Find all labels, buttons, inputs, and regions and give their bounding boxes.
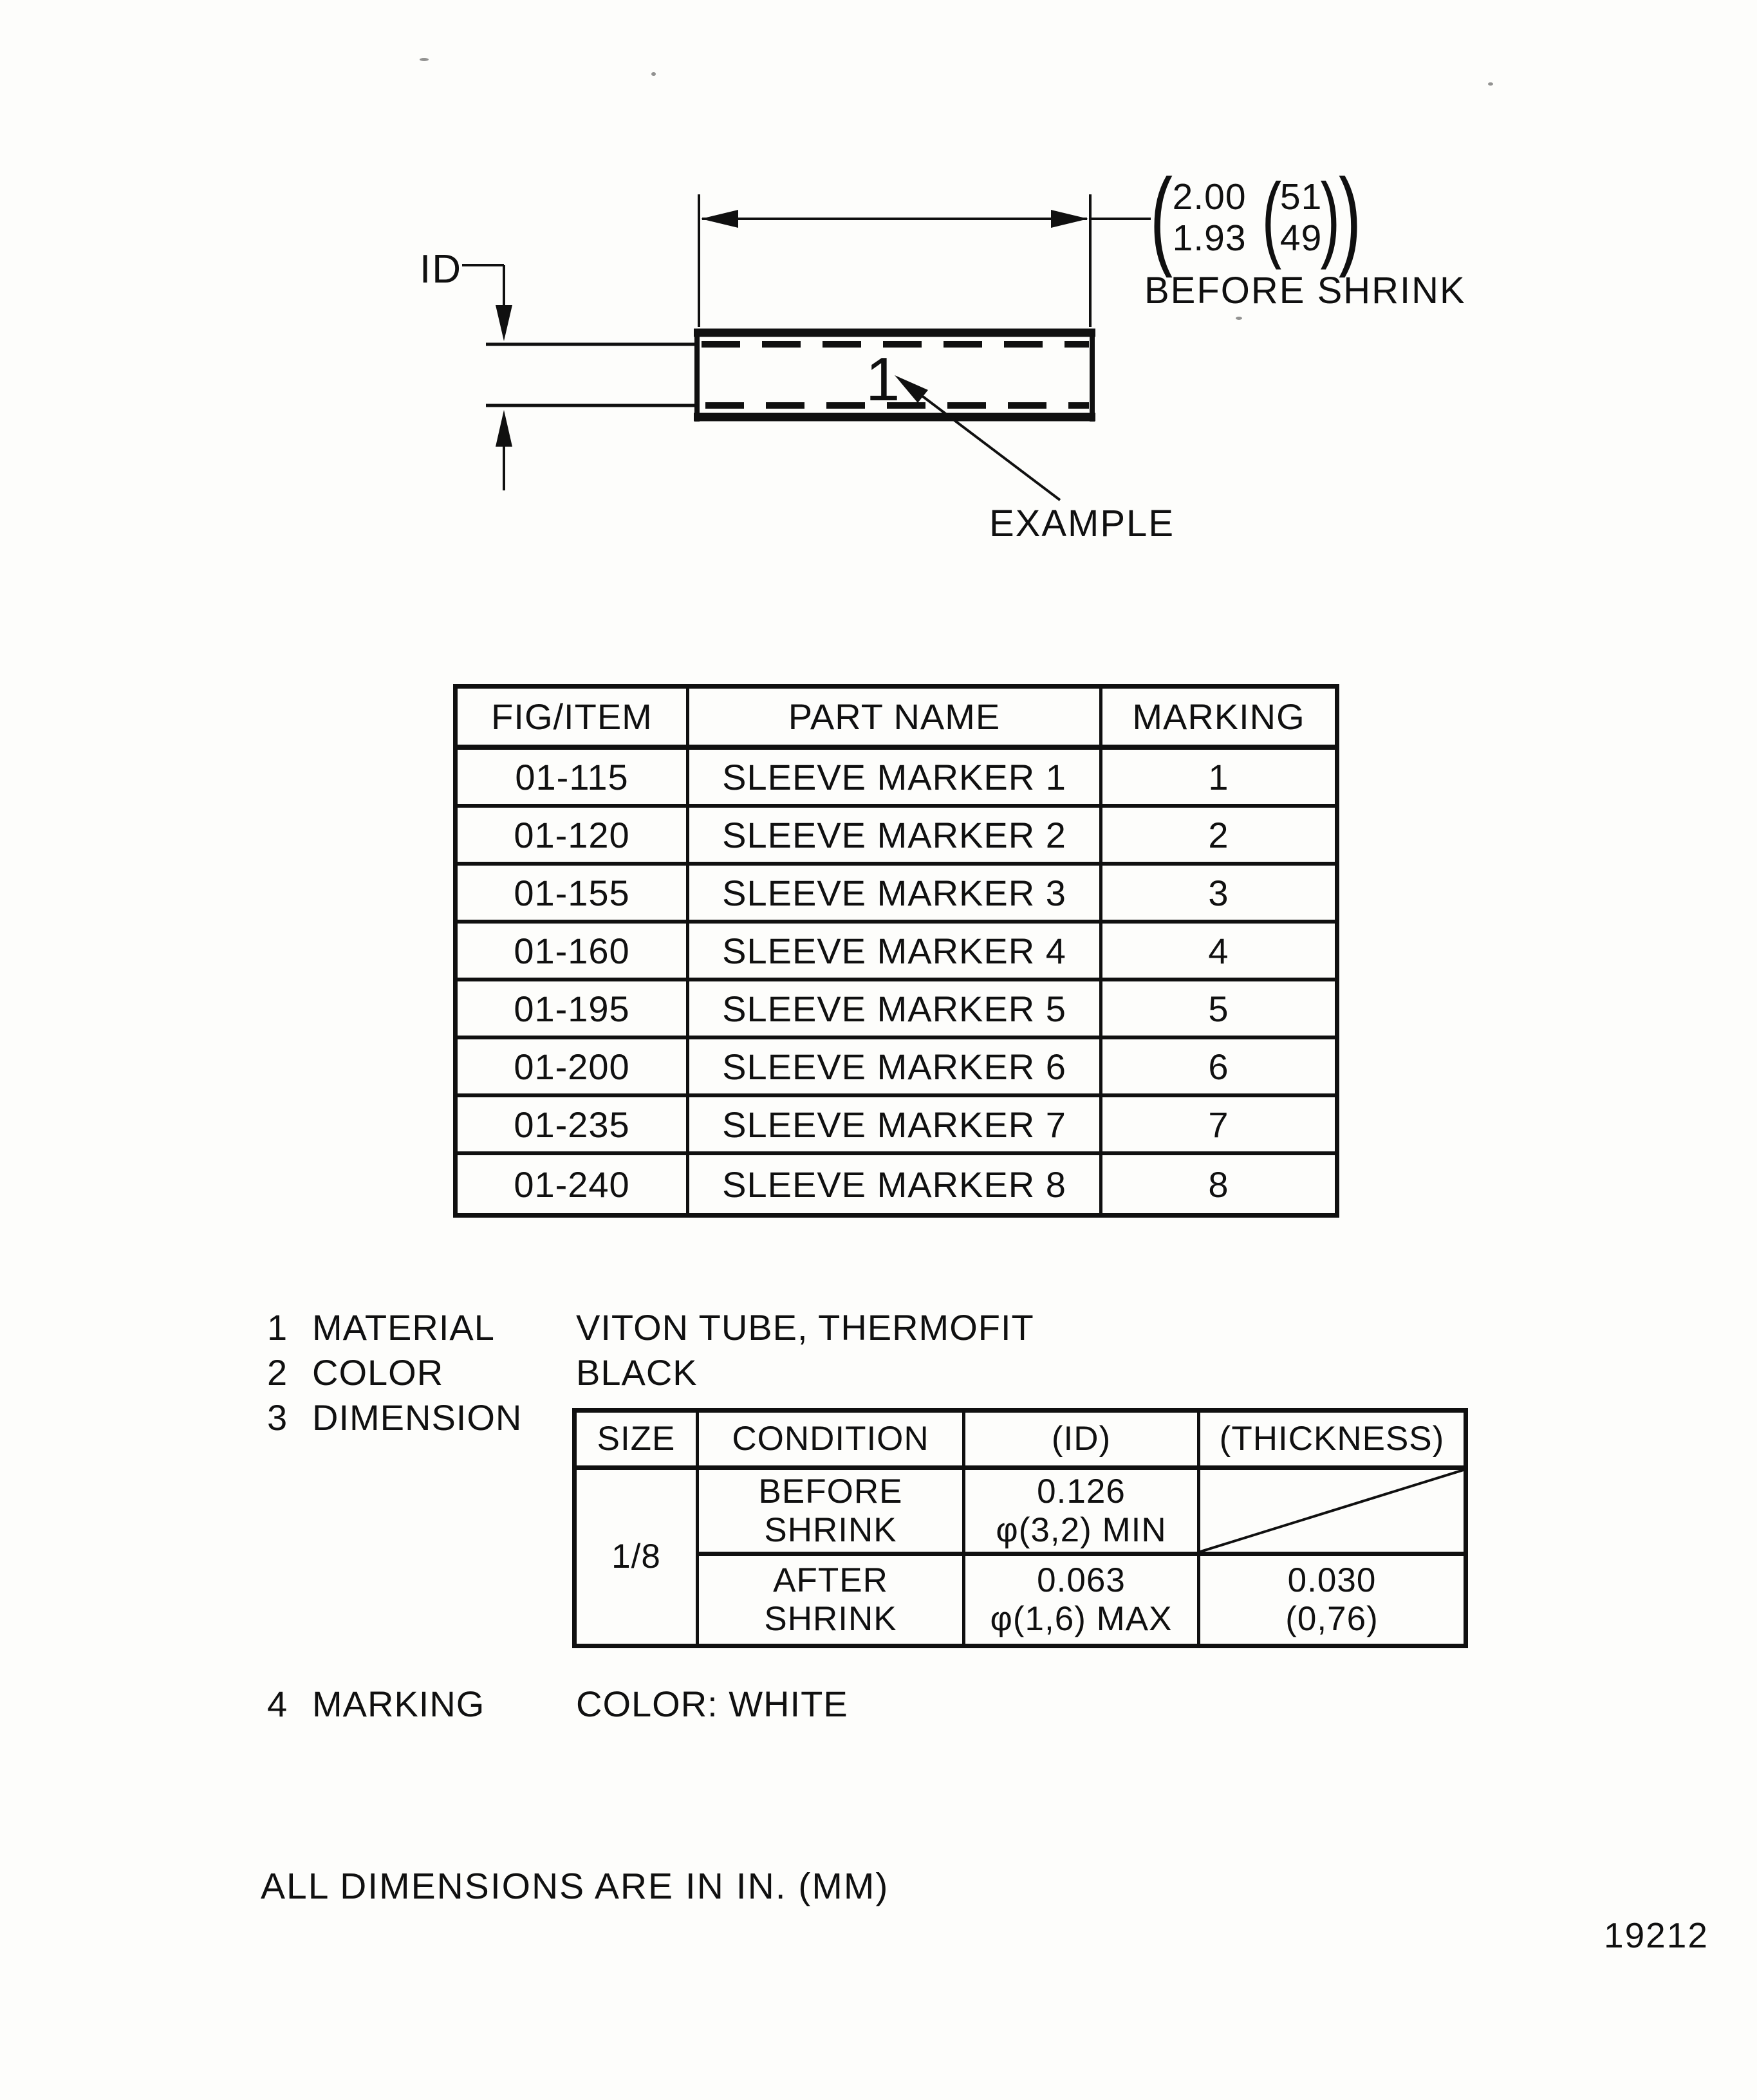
- parts-table-header-marking: MARKING: [1102, 689, 1335, 750]
- table-cell-marking: 3: [1102, 866, 1335, 924]
- parts-table: [453, 684, 1339, 1218]
- table-cell-fig-item: 01-200: [458, 1039, 689, 1097]
- note-label: MATERIAL: [312, 1307, 495, 1348]
- note-number: 3: [267, 1397, 288, 1438]
- note-value: VITON TUBE, THERMOFIT: [576, 1307, 1034, 1348]
- shrink-dimension-table: [572, 1408, 1468, 1648]
- figure-number: 19212: [1604, 1915, 1709, 1955]
- dim-table-after-condition: [696, 1556, 962, 1644]
- scan-speck: [420, 58, 429, 61]
- length-mm-max: 51: [1279, 176, 1323, 218]
- dimension-arrowhead-right: [1051, 210, 1088, 228]
- dim-table-after-thickness: [1197, 1556, 1464, 1644]
- dim-table-header-thickness: (THICKNESS): [1197, 1413, 1464, 1470]
- dim-table-header-condition: CONDITION: [696, 1413, 962, 1470]
- table-cell-part-name: SLEEVE MARKER 4: [689, 924, 1102, 981]
- sleeve-marking-example-digit: 1: [866, 345, 900, 414]
- id-label: ID: [420, 247, 462, 292]
- table-cell-part-name: SLEEVE MARKER 5: [689, 981, 1102, 1039]
- parts-table-header-part-name: PART NAME: [689, 689, 1102, 750]
- note-label: COLOR: [312, 1352, 444, 1393]
- note-marking: [267, 1683, 848, 1725]
- after-thickness-value: 0.030: [1287, 1561, 1377, 1599]
- table-cell-part-name: SLEEVE MARKER 7: [689, 1097, 1102, 1155]
- id-arrowhead-up: [496, 410, 512, 447]
- table-cell-part-name: SLEEVE MARKER 1: [689, 750, 1102, 808]
- parts-table-header-fig-item: FIG/ITEM: [458, 689, 689, 750]
- note-number: 1: [267, 1307, 288, 1348]
- table-cell-marking: 5: [1102, 981, 1335, 1039]
- before-id-metric: φ(3,2) MIN: [996, 1510, 1167, 1549]
- table-cell-marking: 1: [1102, 750, 1335, 808]
- before-id-value: 0.126: [1037, 1472, 1126, 1510]
- dim-table-header-size: SIZE: [577, 1413, 696, 1470]
- note-number: 2: [267, 1352, 288, 1393]
- dim-table-header-id: (ID): [962, 1413, 1197, 1470]
- table-cell-fig-item: 01-155: [458, 866, 689, 924]
- table-cell-part-name: SLEEVE MARKER 3: [689, 866, 1102, 924]
- not-applicable-diagonal: [1200, 1470, 1464, 1552]
- table-cell-marking: 8: [1208, 1164, 1229, 1205]
- table-cell-marking: 7: [1102, 1097, 1335, 1155]
- after-line1: AFTER: [773, 1561, 888, 1599]
- table-cell-marking: 4: [1102, 924, 1335, 981]
- length-inch-min: 1.93: [1172, 218, 1247, 259]
- after-thickness-metric: (0,76): [1285, 1600, 1379, 1638]
- length-inch-max: 2.00: [1172, 176, 1247, 218]
- before-line2: SHRINK: [764, 1510, 897, 1549]
- note-number: 4: [267, 1684, 288, 1724]
- dim-table-before-thickness-na: [1197, 1470, 1464, 1556]
- inch-values: [1173, 176, 1247, 259]
- example-label: EXAMPLE: [989, 503, 1175, 544]
- dimension-arrowhead-left: [701, 210, 738, 228]
- table-cell-part-name: SLEEVE MARKER 8: [689, 1155, 1102, 1213]
- length-dimension-callout: ( 2.00 1.93 ( 51 49 ) ): [1149, 156, 1362, 279]
- dimensions-units-note: ALL DIMENSIONS ARE IN IN. (MM): [261, 1866, 889, 1907]
- table-cell-part-name: SLEEVE MARKER 2: [689, 808, 1102, 866]
- after-id-metric: φ(1,6) MAX: [990, 1600, 1173, 1638]
- mm-values: [1280, 176, 1322, 259]
- note-value: COLOR: WHITE: [576, 1684, 848, 1724]
- dim-table-after-id: [962, 1556, 1197, 1644]
- table-cell-fig-item: 01-160: [458, 924, 689, 981]
- table-cell-part-name: SLEEVE MARKER 6: [689, 1039, 1102, 1097]
- note-label: MARKING: [312, 1684, 485, 1724]
- length-mm-min: 49: [1279, 218, 1323, 259]
- dim-table-before-id: [962, 1470, 1197, 1556]
- note-label: DIMENSION: [312, 1397, 523, 1438]
- table-cell-fig-item: 01-120: [458, 808, 689, 866]
- note-value: BLACK: [576, 1352, 698, 1393]
- before-shrink-caption: BEFORE SHRINK: [1144, 270, 1466, 311]
- dim-table-before-condition: [696, 1470, 962, 1556]
- scan-speck: [1236, 317, 1242, 320]
- dim-table-size-value: 1/8: [611, 1538, 661, 1575]
- scan-speck: [651, 72, 656, 76]
- table-cell-fig-item: 01-235: [458, 1097, 689, 1155]
- table-cell-fig-item: 01-115: [458, 750, 689, 808]
- scan-speck: [1488, 82, 1493, 86]
- after-id-value: 0.063: [1037, 1561, 1126, 1599]
- note-material: [267, 1306, 1034, 1348]
- table-cell-fig-item: 01-195: [458, 981, 689, 1039]
- before-line1: BEFORE: [758, 1472, 903, 1510]
- id-arrowhead-down: [496, 305, 512, 341]
- note-dimension: [267, 1397, 576, 1438]
- table-cell-marking: 2: [1102, 808, 1335, 866]
- table-cell-marking: 6: [1102, 1039, 1335, 1097]
- after-line2: SHRINK: [764, 1600, 897, 1638]
- example-leader-line: [902, 381, 1060, 500]
- note-color: [267, 1352, 698, 1393]
- table-cell-fig-item: 01-240: [458, 1155, 689, 1213]
- drawing-lines: [0, 0, 1757, 644]
